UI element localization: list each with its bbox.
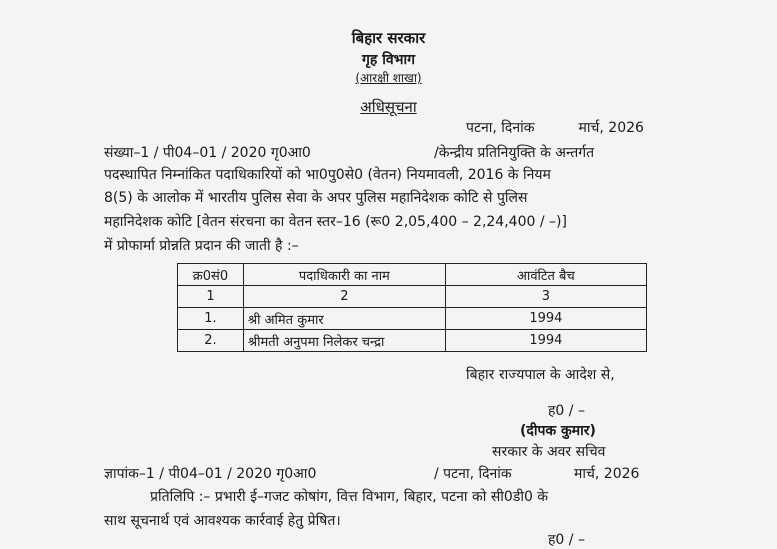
- paragraph-line-3: 8(5) के आलोक में भारतीय पुलिस सेवा के अपर पुलिस महानिदेशक कोटि से पुलिस: [104, 190, 528, 206]
- row-officer-name: श्रीमती अनुपमा निलेकर चन्द्रा: [243, 330, 445, 352]
- header-batch: आवंटित बैच: [445, 264, 646, 286]
- row-serial: 1.: [178, 308, 244, 330]
- table-row: [178, 330, 647, 352]
- notification-month-year: मार्च, 2026: [578, 120, 644, 136]
- header-serial: क्र0सं0: [178, 264, 244, 286]
- paragraph-line-5: में प्रोफार्मा प्रोन्नति प्रदान की जाती है :–: [104, 238, 299, 254]
- by-order-line: बिहार राज्यपाल के आदेश से,: [466, 367, 615, 383]
- paragraph-line-2: पदस्थापित निम्नांकित पदाधिकारियों को भा0पु0से0 (वेतन) नियमावली, 2016 के नियम: [104, 167, 551, 183]
- table-row: [178, 308, 647, 330]
- paragraph-line-4: महानिदेशक कोटि [वेतन संरचना का वेतन स्तर–16 (रू0 2,05,400 – 2,24,400 / –)]: [104, 214, 567, 230]
- memo-place-date: / पटना, दिनांक: [434, 466, 512, 482]
- memo-signature-mark: ह0 / –: [548, 532, 585, 548]
- place-date-line: [466, 118, 644, 137]
- copy-line-1: प्रतिलिपि :– प्रभारी ई–गजट कोषांग, वित्त विभाग, बिहार, पटना को सी0डी0 के: [150, 489, 549, 505]
- row-batch: 1994: [445, 330, 646, 352]
- memo-number: ज्ञापांक–1 / पी04–01 / 2020 गृ0आ0: [104, 466, 317, 482]
- signatory-designation: सरकार के अवर सचिव: [492, 444, 606, 460]
- officers-table: [177, 263, 647, 352]
- numbering-cell: 2: [243, 286, 445, 308]
- row-batch: 1994: [445, 308, 646, 330]
- place-date-label: पटना, दिनांक: [466, 120, 535, 136]
- notification-title: [0, 97, 777, 117]
- signatory-name: (दीपक कुमार): [520, 423, 596, 439]
- header-officer-name: पदाधिकारी का नाम: [243, 264, 445, 286]
- reference-number: संख्या–1 / पी04–01 / 2020 गृ0आ0: [104, 145, 311, 161]
- govt-heading: बिहार सरकार: [351, 29, 426, 47]
- table-header-row: [178, 264, 647, 286]
- numbering-cell: 1: [178, 286, 244, 308]
- copy-line-2: साथ सूचनार्थ एवं आवश्यक कार्रवाई हेतु प्रेषित।: [104, 513, 341, 529]
- numbering-cell: 3: [445, 286, 646, 308]
- notification-title-text: अधिसूचना: [360, 98, 417, 116]
- department-heading: गृह विभाग: [362, 52, 415, 68]
- row-officer-name: श्री अमित कुमार: [243, 308, 445, 330]
- table-numbering-row: [178, 286, 647, 308]
- paragraph-line-1: /केन्द्रीय प्रतिनियुक्ति के अन्तर्गत: [434, 145, 595, 161]
- branch-heading-text: (आरक्षी शाखा): [355, 71, 422, 85]
- signature-mark: ह0 / –: [548, 403, 585, 419]
- row-serial: 2.: [178, 330, 244, 352]
- branch-heading: [0, 69, 777, 86]
- memo-month-year: मार्च, 2026: [574, 466, 640, 482]
